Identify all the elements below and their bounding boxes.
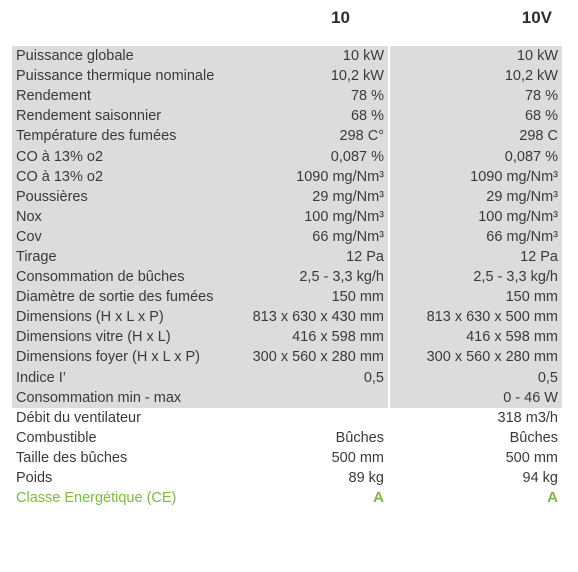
cell-10v: Bûches xyxy=(509,429,558,446)
table-row xyxy=(12,66,562,86)
cell-10: Bûches xyxy=(234,428,389,448)
table-row xyxy=(12,167,562,187)
cell-10: 0,087 % xyxy=(234,146,389,166)
cell-10: 78 % xyxy=(234,86,389,106)
cell-10: 500 mm xyxy=(234,448,389,468)
table-row xyxy=(12,187,562,207)
cell-10v: 29 mg/Nm³ xyxy=(389,187,562,207)
cell-10: A xyxy=(234,488,389,508)
cell-10: 2,5 - 3,3 kg/h xyxy=(234,267,389,287)
table-row xyxy=(12,267,562,287)
table-row xyxy=(12,207,562,227)
row-label: Classe Energétique (CE) xyxy=(16,490,177,507)
table-row xyxy=(12,368,562,388)
cell-10v: 813 x 630 x 500 mm xyxy=(389,307,562,327)
row-label: Indice I’ xyxy=(12,368,234,388)
table-row xyxy=(12,388,562,408)
table-row xyxy=(12,347,562,367)
cell-10: 10,2 kW xyxy=(234,66,389,86)
column-header-10: 10 xyxy=(331,8,350,27)
table-row xyxy=(12,307,562,327)
cell-10: 298 C° xyxy=(234,126,389,146)
row-label: Consommation de bûches xyxy=(12,267,234,287)
row-label: CO à 13% o2 xyxy=(12,146,234,166)
cell-10: 12 Pa xyxy=(234,247,389,267)
column-header-10v: 10V xyxy=(521,8,552,27)
table-row xyxy=(12,408,562,428)
cell-10v: 500 mm xyxy=(505,449,558,466)
row-label: Température des fumées xyxy=(12,126,234,146)
cell-10v: 78 % xyxy=(389,86,562,106)
cell-10: 29 mg/Nm³ xyxy=(234,187,389,207)
cell-10v: 66 mg/Nm³ xyxy=(389,227,562,247)
table-row xyxy=(12,106,562,126)
cell-10v: 100 mg/Nm³ xyxy=(389,207,562,227)
table-row xyxy=(12,46,562,66)
table-row xyxy=(12,488,562,508)
row-label: Poids xyxy=(16,470,53,487)
cell-10v: 300 x 560 x 280 mm xyxy=(389,347,562,367)
table-row xyxy=(12,448,562,468)
row-label: Tirage xyxy=(12,247,234,267)
cell-10v: 318 m3/h xyxy=(497,409,558,426)
cell-10 xyxy=(234,408,389,428)
cell-10v: 150 mm xyxy=(389,287,562,307)
cell-10: 0,5 xyxy=(234,368,389,388)
cell-10v: 0,087 % xyxy=(389,146,562,166)
cell-10: 10 kW xyxy=(234,46,389,66)
column-header xyxy=(0,8,578,34)
table-row xyxy=(12,126,562,146)
row-label: Dimensions (H x L x P) xyxy=(12,307,234,327)
row-label: Cov xyxy=(12,227,234,247)
spec-table xyxy=(12,46,562,508)
cell-10: 1090 mg/Nm³ xyxy=(234,167,389,187)
cell-10: 300 x 560 x 280 mm xyxy=(234,347,389,367)
table-row xyxy=(12,227,562,247)
cell-10v: 298 C xyxy=(389,126,562,146)
table-row xyxy=(12,327,562,347)
cell-10v: 0 - 46 W xyxy=(389,388,562,408)
table-row xyxy=(12,146,562,166)
spec-table-body xyxy=(12,46,562,508)
cell-10: 416 x 598 mm xyxy=(234,327,389,347)
row-label: Taille des bûches xyxy=(16,449,128,466)
row-label: CO à 13% o2 xyxy=(12,167,234,187)
cell-10v: 1090 mg/Nm³ xyxy=(389,167,562,187)
row-label: Puissance thermique nominale xyxy=(12,66,234,86)
row-label: Débit du ventilateur xyxy=(16,409,141,426)
table-row xyxy=(12,428,562,448)
row-label: Nox xyxy=(12,207,234,227)
cell-10: 66 mg/Nm³ xyxy=(234,227,389,247)
table-row xyxy=(12,86,562,106)
row-label: Diamètre de sortie des fumées xyxy=(12,287,234,307)
table-row xyxy=(12,287,562,307)
cell-10v: 2,5 - 3,3 kg/h xyxy=(389,267,562,287)
cell-10v: 416 x 598 mm xyxy=(389,327,562,347)
cell-10 xyxy=(234,388,389,408)
cell-10v: 94 kg xyxy=(522,470,558,487)
cell-10v: A xyxy=(547,489,558,507)
cell-10v: 0,5 xyxy=(389,368,562,388)
cell-10: 89 kg xyxy=(234,468,389,488)
row-label: Dimensions vitre (H x L) xyxy=(12,327,234,347)
cell-10: 100 mg/Nm³ xyxy=(234,207,389,227)
table-row xyxy=(12,468,562,488)
table-row xyxy=(12,247,562,267)
row-label: Rendement saisonnier xyxy=(12,106,234,126)
cell-10: 150 mm xyxy=(234,287,389,307)
cell-10: 68 % xyxy=(234,106,389,126)
row-label: Poussières xyxy=(12,187,234,207)
row-label: Puissance globale xyxy=(12,46,234,66)
cell-10v: 68 % xyxy=(389,106,562,126)
row-label: Combustible xyxy=(16,429,97,446)
row-label: Dimensions foyer (H x L x P) xyxy=(12,347,234,367)
row-label: Rendement xyxy=(12,86,234,106)
cell-10: 813 x 630 x 430 mm xyxy=(234,307,389,327)
cell-10v: 10,2 kW xyxy=(389,66,562,86)
cell-10v: 12 Pa xyxy=(389,247,562,267)
row-label: Consommation min - max xyxy=(12,388,234,408)
cell-10v: 10 kW xyxy=(389,46,562,66)
